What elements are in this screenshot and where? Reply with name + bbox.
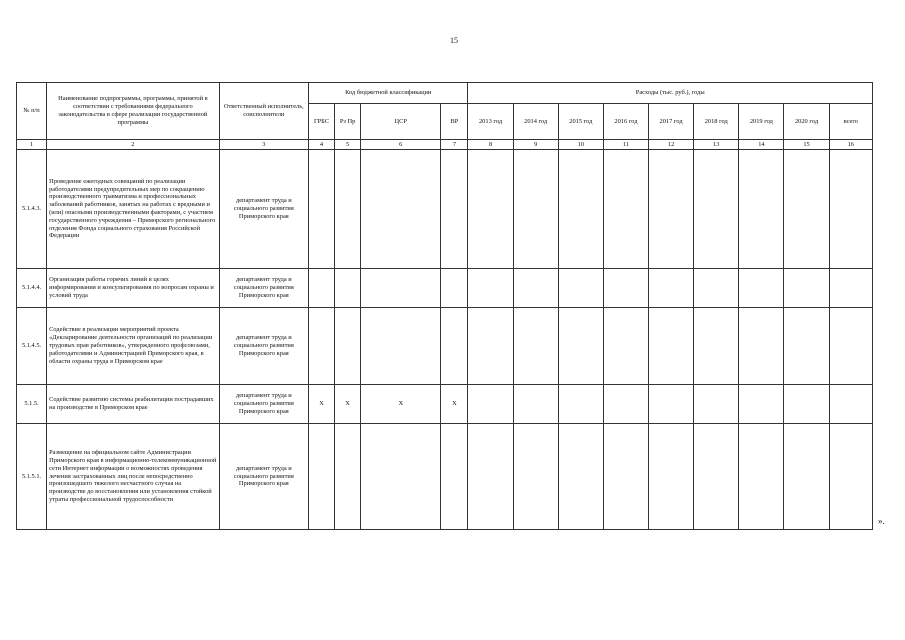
- row-vr: [441, 150, 468, 269]
- year-cell: [603, 424, 648, 530]
- year-cell: [739, 424, 784, 530]
- year-cell: [558, 308, 603, 385]
- year-cell: [603, 269, 648, 308]
- year-cell: [513, 150, 558, 269]
- row-executor: департамент труда и социального развития Приморского края: [219, 269, 308, 308]
- year-cell: [649, 269, 694, 308]
- year-cell: [558, 424, 603, 530]
- row-grbs: [308, 308, 334, 385]
- column-number: 5: [335, 140, 361, 150]
- row-rzpr: [335, 424, 361, 530]
- total-cell: [829, 308, 872, 385]
- total-cell: [829, 150, 872, 269]
- column-number: 12: [649, 140, 694, 150]
- year-cell: [739, 385, 784, 424]
- row-name: Организация работы горячих линий в целях информирования и консультирования по вопросам охраны и условий труда: [47, 269, 220, 308]
- row-csr: [361, 424, 441, 530]
- header-year: 2015 год: [558, 104, 603, 140]
- column-number: 14: [739, 140, 784, 150]
- row-name: Содействие развитию системы реабилитации пострадавших на производстве в Приморском крае: [47, 385, 220, 424]
- row-rzpr: [335, 269, 361, 308]
- column-number: 11: [603, 140, 648, 150]
- year-cell: [468, 424, 513, 530]
- total-cell: [829, 424, 872, 530]
- column-number: 13: [694, 140, 739, 150]
- header-num: № п/п: [17, 83, 47, 140]
- year-cell: [513, 424, 558, 530]
- table-body: [17, 150, 873, 530]
- row-executor: департамент труда и социального развития Приморского края: [219, 424, 308, 530]
- column-number: 16: [829, 140, 872, 150]
- total-cell: [829, 269, 872, 308]
- year-cell: [694, 424, 739, 530]
- header-year: 2013 год: [468, 104, 513, 140]
- header-year: 2020 год: [784, 104, 829, 140]
- row-executor: департамент труда и социального развития Приморского края: [219, 385, 308, 424]
- page-number: 15: [450, 36, 458, 45]
- row-number: 5.1.4.5.: [17, 308, 47, 385]
- year-cell: [513, 308, 558, 385]
- table-row: [17, 385, 873, 424]
- total-cell: [829, 385, 872, 424]
- header-year: 2016 год: [603, 104, 648, 140]
- table-row: [17, 150, 873, 269]
- table-row: [17, 424, 873, 530]
- column-number: 15: [784, 140, 829, 150]
- header-expenses: Расходы (тыс. руб.), годы: [468, 83, 873, 104]
- closing-quote: ».: [878, 516, 885, 526]
- row-vr: [441, 269, 468, 308]
- header-csr: ЦСР: [361, 104, 441, 140]
- year-cell: [468, 150, 513, 269]
- row-executor: департамент труда и социального развития Приморского края: [219, 150, 308, 269]
- row-executor: департамент труда и социального развития Приморского края: [219, 308, 308, 385]
- row-csr: Х: [361, 385, 441, 424]
- column-number: 9: [513, 140, 558, 150]
- year-cell: [603, 385, 648, 424]
- year-cell: [603, 150, 648, 269]
- row-csr: [361, 150, 441, 269]
- column-number: 6: [361, 140, 441, 150]
- year-cell: [513, 269, 558, 308]
- row-name: Размещение на официальном сайте Администрации Приморского края в информационно-телекоммуникационной сети Интернет информации о возможностях проведения лечения застрахованных лиц после непосредственно произошедшего тяжелого несчастного случая на производстве до восстановления или установления стойкой утраты профессиональной трудоспособности: [47, 424, 220, 530]
- row-csr: [361, 308, 441, 385]
- year-cell: [694, 150, 739, 269]
- column-number: 2: [47, 140, 220, 150]
- column-number-row: [17, 140, 873, 150]
- column-number: 4: [308, 140, 334, 150]
- row-name: Проведение ежегодных совещаний по реализации работодателями предупредительных мер по сокращению производственного травматизма и профессиональных заболеваний работников, занятых на работах с вредными и (или) опасными производственными факторами, с участием государственного учреждения – Приморского регионального отделения Фонда социального страхования Российской Федерации: [47, 150, 220, 269]
- row-number: 5.1.4.3.: [17, 150, 47, 269]
- row-name: Содействие в реализации мероприятий проекта «Декларирование деятельности организаций по реализации трудовых прав работников», утвержденного профсоюзами, работодателями и Администрацией Приморского края, в области охраны труда в Приморском крае: [47, 308, 220, 385]
- year-cell: [694, 385, 739, 424]
- table-row: [17, 269, 873, 308]
- row-vr: [441, 308, 468, 385]
- year-cell: [784, 308, 829, 385]
- year-cell: [649, 308, 694, 385]
- year-cell: [558, 269, 603, 308]
- row-grbs: Х: [308, 385, 334, 424]
- column-number: 10: [558, 140, 603, 150]
- row-grbs: [308, 150, 334, 269]
- year-cell: [603, 308, 648, 385]
- row-rzpr: [335, 308, 361, 385]
- year-cell: [513, 385, 558, 424]
- row-vr: [441, 424, 468, 530]
- year-cell: [739, 269, 784, 308]
- column-number: 8: [468, 140, 513, 150]
- row-number: 5.1.5.1.: [17, 424, 47, 530]
- header-vr: ВР: [441, 104, 468, 140]
- year-cell: [649, 424, 694, 530]
- header-year: 2014 год: [513, 104, 558, 140]
- year-cell: [694, 308, 739, 385]
- column-number: 1: [17, 140, 47, 150]
- header-total: всего: [829, 104, 872, 140]
- row-number: 5.1.5.: [17, 385, 47, 424]
- year-cell: [784, 150, 829, 269]
- column-number: 7: [441, 140, 468, 150]
- year-cell: [558, 150, 603, 269]
- year-cell: [694, 269, 739, 308]
- year-cell: [649, 150, 694, 269]
- row-grbs: [308, 269, 334, 308]
- year-cell: [784, 424, 829, 530]
- year-cell: [558, 385, 603, 424]
- table-header: [17, 83, 873, 150]
- year-cell: [649, 385, 694, 424]
- year-cell: [739, 150, 784, 269]
- header-year: 2017 год: [649, 104, 694, 140]
- header-year: 2019 год: [739, 104, 784, 140]
- header-rzpr: Рз Пр: [335, 104, 361, 140]
- header-grbs: ГРБС: [308, 104, 334, 140]
- header-year: 2018 год: [694, 104, 739, 140]
- column-number: 3: [219, 140, 308, 150]
- row-vr: Х: [441, 385, 468, 424]
- header-name: Наименование подпрограммы, программы, принятой в соответствии с требованиями федерального законодательства в сфере реализации государственной программы: [47, 83, 220, 140]
- row-grbs: [308, 424, 334, 530]
- year-cell: [468, 385, 513, 424]
- header-budget-code: Код бюджетной классификации: [308, 83, 468, 104]
- year-cell: [468, 269, 513, 308]
- row-rzpr: [335, 150, 361, 269]
- row-csr: [361, 269, 441, 308]
- header-executor: Ответственный исполнитель, соисполнители: [219, 83, 308, 140]
- year-cell: [468, 308, 513, 385]
- year-cell: [739, 308, 784, 385]
- budget-table: [16, 82, 873, 530]
- table-row: [17, 308, 873, 385]
- year-cell: [784, 269, 829, 308]
- year-cell: [784, 385, 829, 424]
- row-rzpr: Х: [335, 385, 361, 424]
- row-number: 5.1.4.4.: [17, 269, 47, 308]
